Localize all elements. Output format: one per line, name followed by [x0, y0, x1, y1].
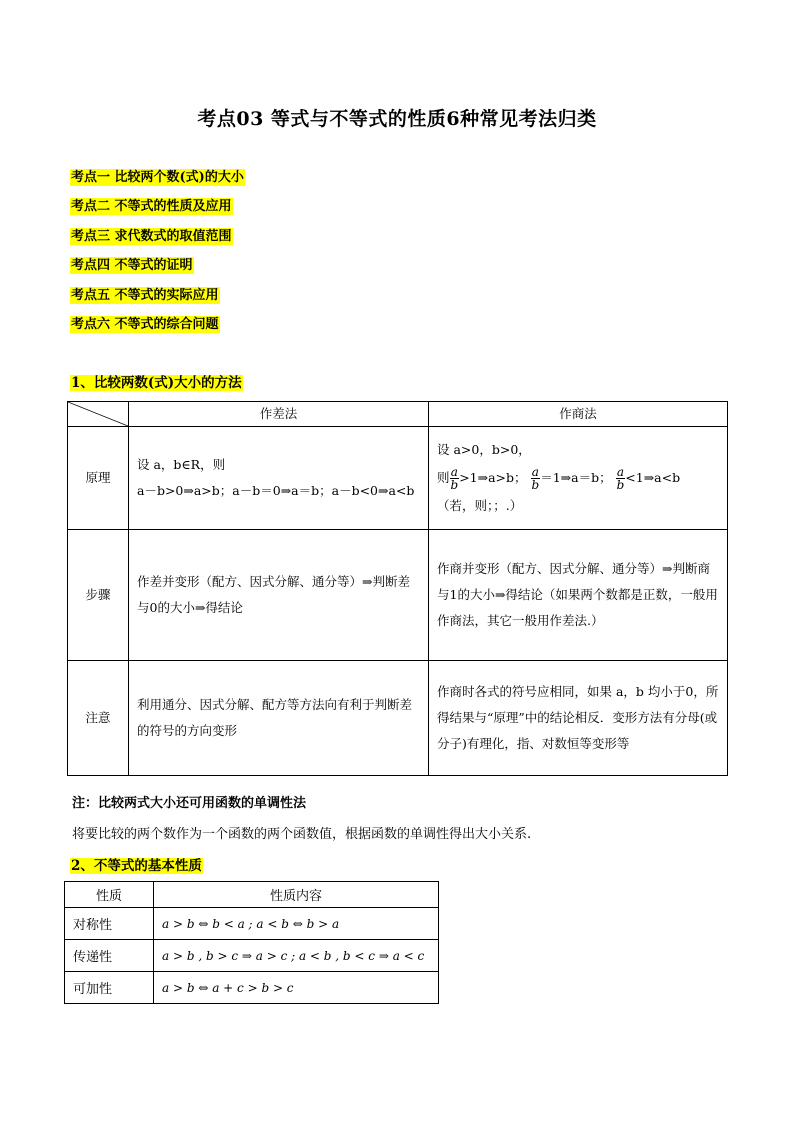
quot-part2: ＝1⇒a＝b； — [540, 470, 612, 485]
notes-quot-cell: 作商时各式的符号应相同，如果 a，b 均小于0，所得结果与“原理”中的结论相反．变形方法有分母(或分子)有理化，指、对数恒等变形等 — [429, 661, 728, 776]
notes-diff-cell: 利用通分、因式分解、配方等方法向有利于判断差的符号的方向变形 — [129, 661, 429, 776]
toc-item-3[interactable]: 考点三 求代数式的取值范围 — [71, 228, 232, 244]
toc-item-4[interactable]: 考点四 不等式的证明 — [71, 258, 193, 274]
properties-table-header — [65, 882, 439, 908]
row-label-steps: 步骤 — [68, 530, 129, 661]
steps-quot-cell: 作商并变形（配方、因式分解、通分等）⇒判断商与1的大小⇒得结论（如果两个数都是正数，一般用作商法，其它一般用作差法.） — [429, 530, 728, 661]
toc-list — [70, 166, 245, 342]
toc-item-6[interactable]: 考点六 不等式的综合问题 — [71, 316, 219, 332]
comparison-table-header — [68, 402, 728, 427]
table-row — [65, 940, 439, 972]
principle-quot-line2 — [437, 463, 719, 493]
note-line-2: 将要比较的两个数作为一个函数的两个函数值，根据函数的单调性得出大小关系. — [72, 827, 532, 842]
property-content: a > b ⇔ b < a ; a < b ⇔ b > a — [154, 908, 439, 940]
property-name: 传递性 — [65, 940, 154, 972]
property-content: a > b ⇔ a + c > b > c — [154, 972, 439, 1004]
diagonal-header-cell — [68, 402, 129, 427]
principle-diff-line2: a－b>0⇒a>b；a－b＝0⇒a＝b；a－b<0⇒a<b — [137, 483, 415, 498]
table-row-steps — [68, 530, 728, 661]
toc-item-2[interactable]: 考点二 不等式的性质及应用 — [71, 199, 232, 215]
property-name: 可加性 — [65, 972, 154, 1004]
section1-heading: 1、比较两数(式)大小的方法 — [71, 375, 242, 391]
toc-item-1[interactable]: 考点一 比较两个数(式)的大小 — [71, 170, 244, 185]
property-content: a > b , b > c ⇒ a > c ; a < b , b < c ⇒ a < c — [154, 940, 439, 972]
page-title: 考点03 等式与不等式的性质6种常见考法归类 — [197, 108, 597, 130]
toc-item-5[interactable]: 考点五 不等式的实际应用 — [71, 287, 219, 303]
table-row-notes — [68, 661, 728, 776]
header-quot-method: 作商法 — [429, 402, 728, 427]
diagonal-line — [68, 402, 128, 426]
fraction-a-over-b: $\frac{a}{b}$ — [531, 465, 540, 492]
property-name: 对称性 — [65, 908, 154, 940]
table-row-principle — [68, 427, 728, 530]
principle-diff-line1: 设 a，b∈R，则 — [137, 457, 226, 472]
header-property-content: 性质内容 — [154, 882, 439, 908]
section2-heading: 2、不等式的基本性质 — [71, 858, 202, 874]
row-label-principle: 原理 — [68, 427, 129, 530]
steps-diff-cell: 作差并变形（配方、因式分解、通分等）⇒判断差与0的大小⇒得结论 — [129, 530, 429, 661]
principle-quot-cell — [429, 427, 728, 530]
comparison-table — [67, 401, 728, 776]
row-label-notes: 注意 — [68, 661, 129, 776]
quot-part1: >1⇒a>b； — [459, 470, 527, 485]
header-property: 性质 — [65, 882, 154, 908]
quot-part3: <1⇒a<b — [625, 470, 681, 485]
principle-diff-cell — [129, 427, 429, 530]
principle-quot-line1: 设 a>0，b>0， — [437, 442, 531, 457]
table-row — [65, 972, 439, 1004]
fraction-a-over-b: $\frac{a}{b}$ — [616, 465, 625, 492]
quot-prefix: 则 — [437, 470, 450, 485]
header-diff-method: 作差法 — [129, 402, 429, 427]
principle-quot-line3: （若，则；；.） — [437, 498, 523, 513]
fraction-a-over-b: $\frac{a}{b}$ — [450, 465, 459, 492]
table-row — [65, 908, 439, 940]
note-line-1: 注：比较两式大小还可用函数的单调性法 — [72, 796, 307, 811]
properties-table — [64, 881, 439, 1004]
